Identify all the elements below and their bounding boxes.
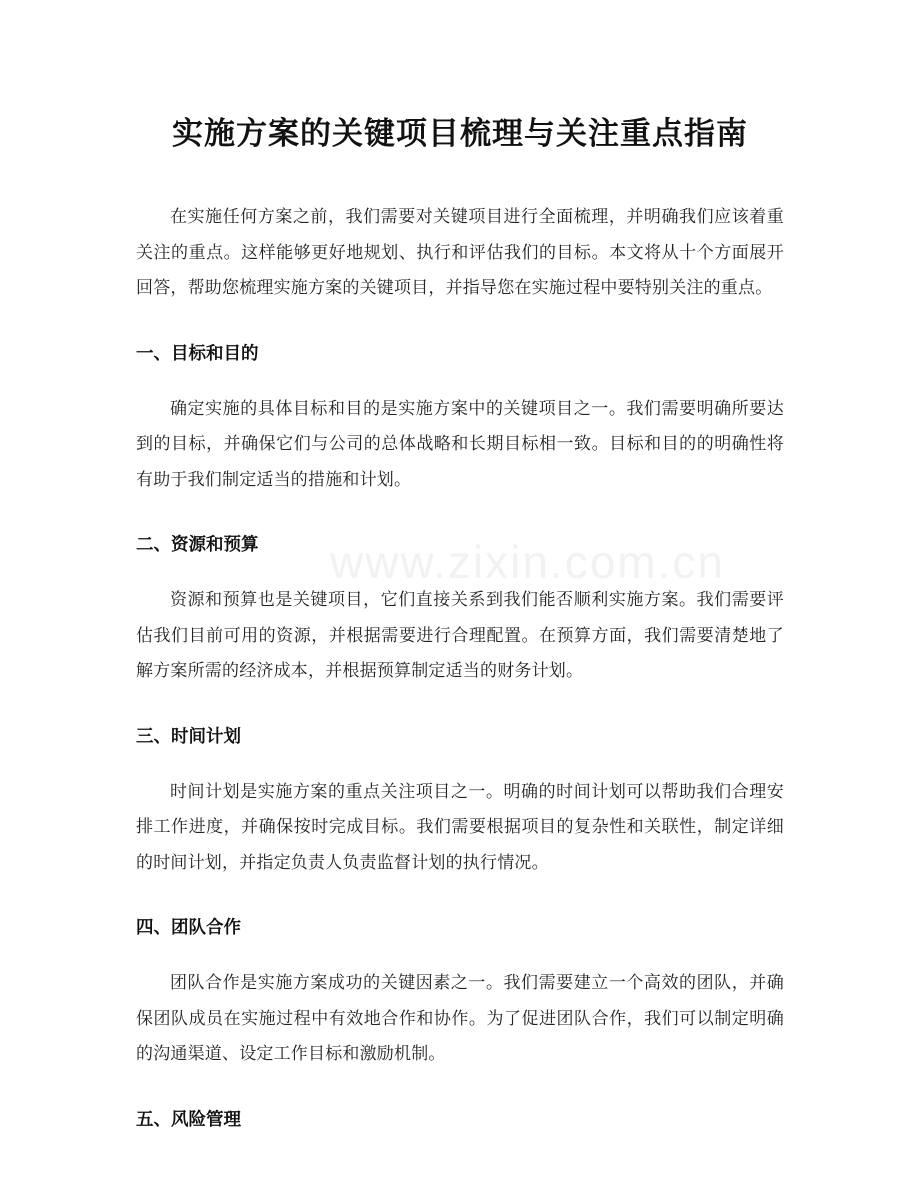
intro-paragraph: 在实施任何方案之前，我们需要对关键项目进行全面梳理，并明确我们应该着重关注的重点。这样能够更好地规划、执行和评估我们的目标。本文将从十个方面展开回答，帮助您梳理实施方案的关键项目，并指导您在实施过程中要特别关注的重点。 [136,207,784,298]
section-heading-goals: 一、目标和目的 [136,343,259,364]
section-body-timeline: 时间计划是实施方案的重点关注项目之一。明确的时间计划可以帮助我们合理安排工作进度，并确保按时完成目标。我们需要根据项目的复杂性和关联性，制定详细的时间计划，并指定负责人负责监督计划的执行情况。 [136,781,784,873]
section-body-resources: 资源和预算也是关键项目，它们直接关系到我们能否顺利实施方案。我们需要评估我们目前可用的资源，并根据需要进行合理配置。在预算方面，我们需要清楚地了解方案所需的经济成本，并根据预算制定适当的财务计划。 [136,590,784,681]
section-heading-resources: 二、资源和预算 [136,535,259,555]
section-heading-teamwork: 四、团队合作 [136,918,241,938]
watermark: www.zixin.com.cn [330,536,725,588]
section-body-goals: 确定实施的具体目标和目的是实施方案中的关键项目之一。我们需要明确所要达到的目标，并确保它们与公司的总体战略和长期目标相一致。目标和目的的明确性将有助于我们制定适当的措施和计划。 [136,398,784,490]
section-heading-timeline: 三、时间计划 [136,726,241,747]
document-title: 实施方案的关键项目梳理与关注重点指南 [172,116,748,152]
section-body-teamwork: 团队合作是实施方案成功的关键因素之一。我们需要建立一个高效的团队，并确保团队成员在实施过程中有效地合作和协作。为了促进团队合作，我们可以制定明确的沟通渠道、设定工作目标和激励机制。 [136,973,784,1064]
section-heading-risk: 五、风险管理 [136,1109,241,1130]
